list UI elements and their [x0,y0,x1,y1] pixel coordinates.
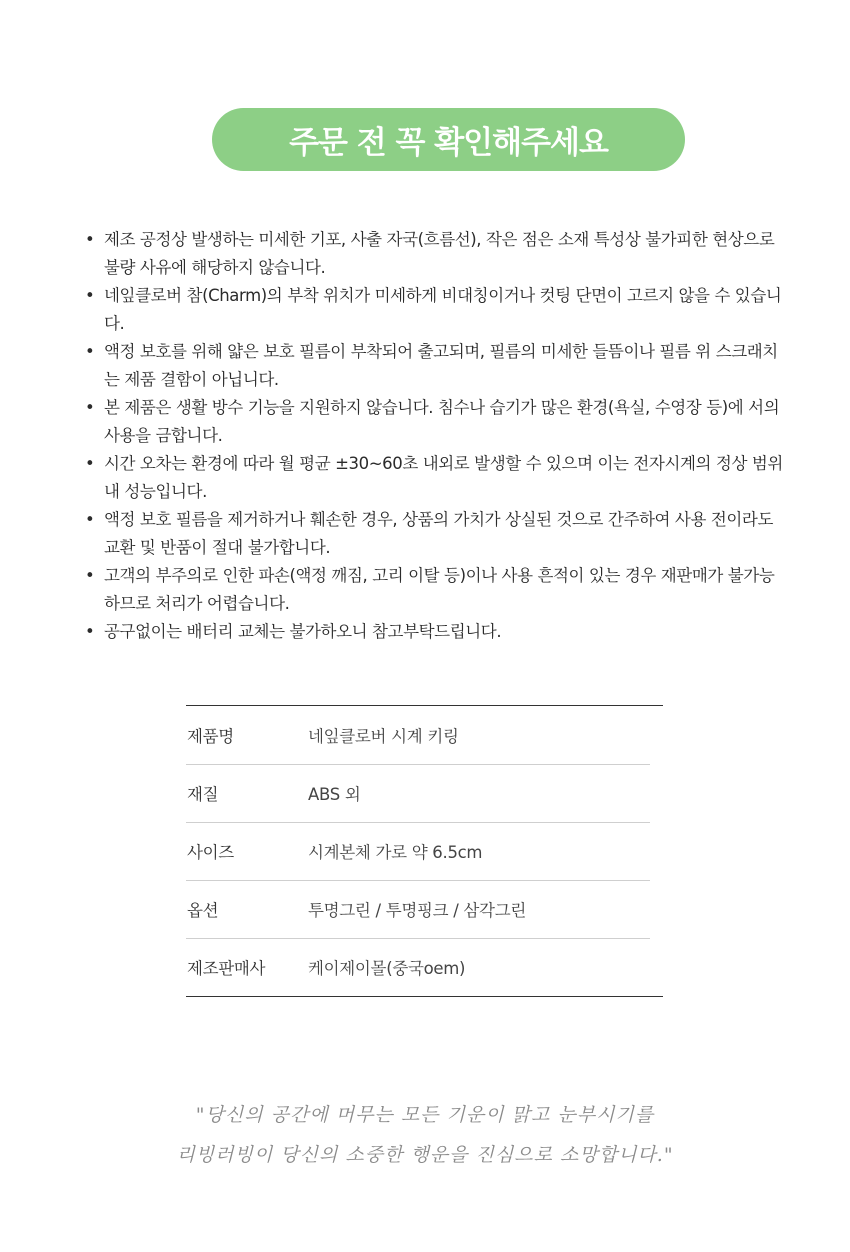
notice-text: 본 제품은 생활 방수 기능을 지원하지 않습니다. 침수나 습기가 많은 환경(욕실, 수영장 등)에 서의 사용을 금합니다. [104,398,780,445]
notice-item [85,450,785,506]
bullet-icon: • [85,286,95,305]
spec-label: 재질 [187,785,219,804]
spec-label: 사이즈 [187,843,234,862]
notice-title: 주문 전 꼭 확인해주세요 [289,125,608,161]
notice-text: 액정 보호를 위해 얇은 보호 필름이 부착되어 출고되며, 필름의 미세한 들뜸이나 필름 위 스크래치는 제품 결함이 아닙니다. [104,342,778,389]
product-spec-table [186,705,663,997]
notice-title-banner [212,108,685,171]
bullet-icon: • [85,342,95,361]
notice-text: 네잎클로버 참(Charm)의 부착 위치가 미세하게 비대칭이거나 컷팅 단면이 고르지 않을 수 있습니다. [104,286,782,333]
spec-label: 제품명 [187,727,234,746]
notice-text: 고객의 부주의로 인한 파손(액정 깨짐, 고리 이탈 등)이나 사용 흔적이 있는 경우 재판매가 불가능하므로 처리가 어렵습니다. [104,566,775,613]
bullet-icon: • [85,398,95,417]
closing-message-line-1: "당신의 공간에 머무는 모든 기운이 맑고 눈부시기를 [195,1104,655,1126]
notice-item [85,562,785,618]
closing-message-line-2: 리빙러빙이 당신의 소중한 행운을 진심으로 소망합니다." [176,1144,674,1166]
notice-item [85,338,785,394]
bullet-icon: • [85,454,95,473]
notice-text: 제조 공정상 발생하는 미세한 기포, 사출 자국(흐름선), 작은 점은 소재 특성상 불가피한 현상으로 불량 사유에 해당하지 않습니다. [104,230,775,277]
notice-text: 액정 보호 필름을 제거하거나 훼손한 경우, 상품의 가치가 상실된 것으로 간주하여 사용 전이라도 교환 및 반품이 절대 불가합니다. [104,510,774,557]
notice-text: 공구없이는 배터리 교체는 불가하오니 참고부탁드립니다. [104,622,502,641]
spec-row-material [186,764,663,822]
spec-value: 시계본체 가로 약 6.5cm [308,843,483,862]
spec-label: 제조판매사 [187,959,266,978]
bullet-icon: • [85,230,95,249]
notice-item [85,282,785,338]
spec-value: 투명그린 / 투명핑크 / 삼각그린 [308,901,526,920]
bullet-icon: • [85,622,95,641]
spec-row-product-name [186,706,663,764]
notice-text: 시간 오차는 환경에 따라 월 평균 ±30~60초 내외로 발생할 수 있으며 이는 전자시계의 정상 범위 내 성능입니다. [104,454,783,501]
spec-value: ABS 외 [308,785,361,804]
spec-value: 네잎클로버 시계 키링 [308,727,459,746]
notice-item [85,618,785,646]
spec-row-options [186,880,663,938]
bullet-icon: • [85,566,95,585]
spec-row-manufacturer [186,938,663,996]
notice-item [85,506,785,562]
bullet-icon: • [85,510,95,529]
spec-row-size [186,822,663,880]
notice-item [85,226,785,282]
spec-label: 옵션 [187,901,219,920]
notice-list [85,226,785,646]
notice-item [85,394,785,450]
spec-value: 케이제이몰(중국oem) [308,959,466,978]
